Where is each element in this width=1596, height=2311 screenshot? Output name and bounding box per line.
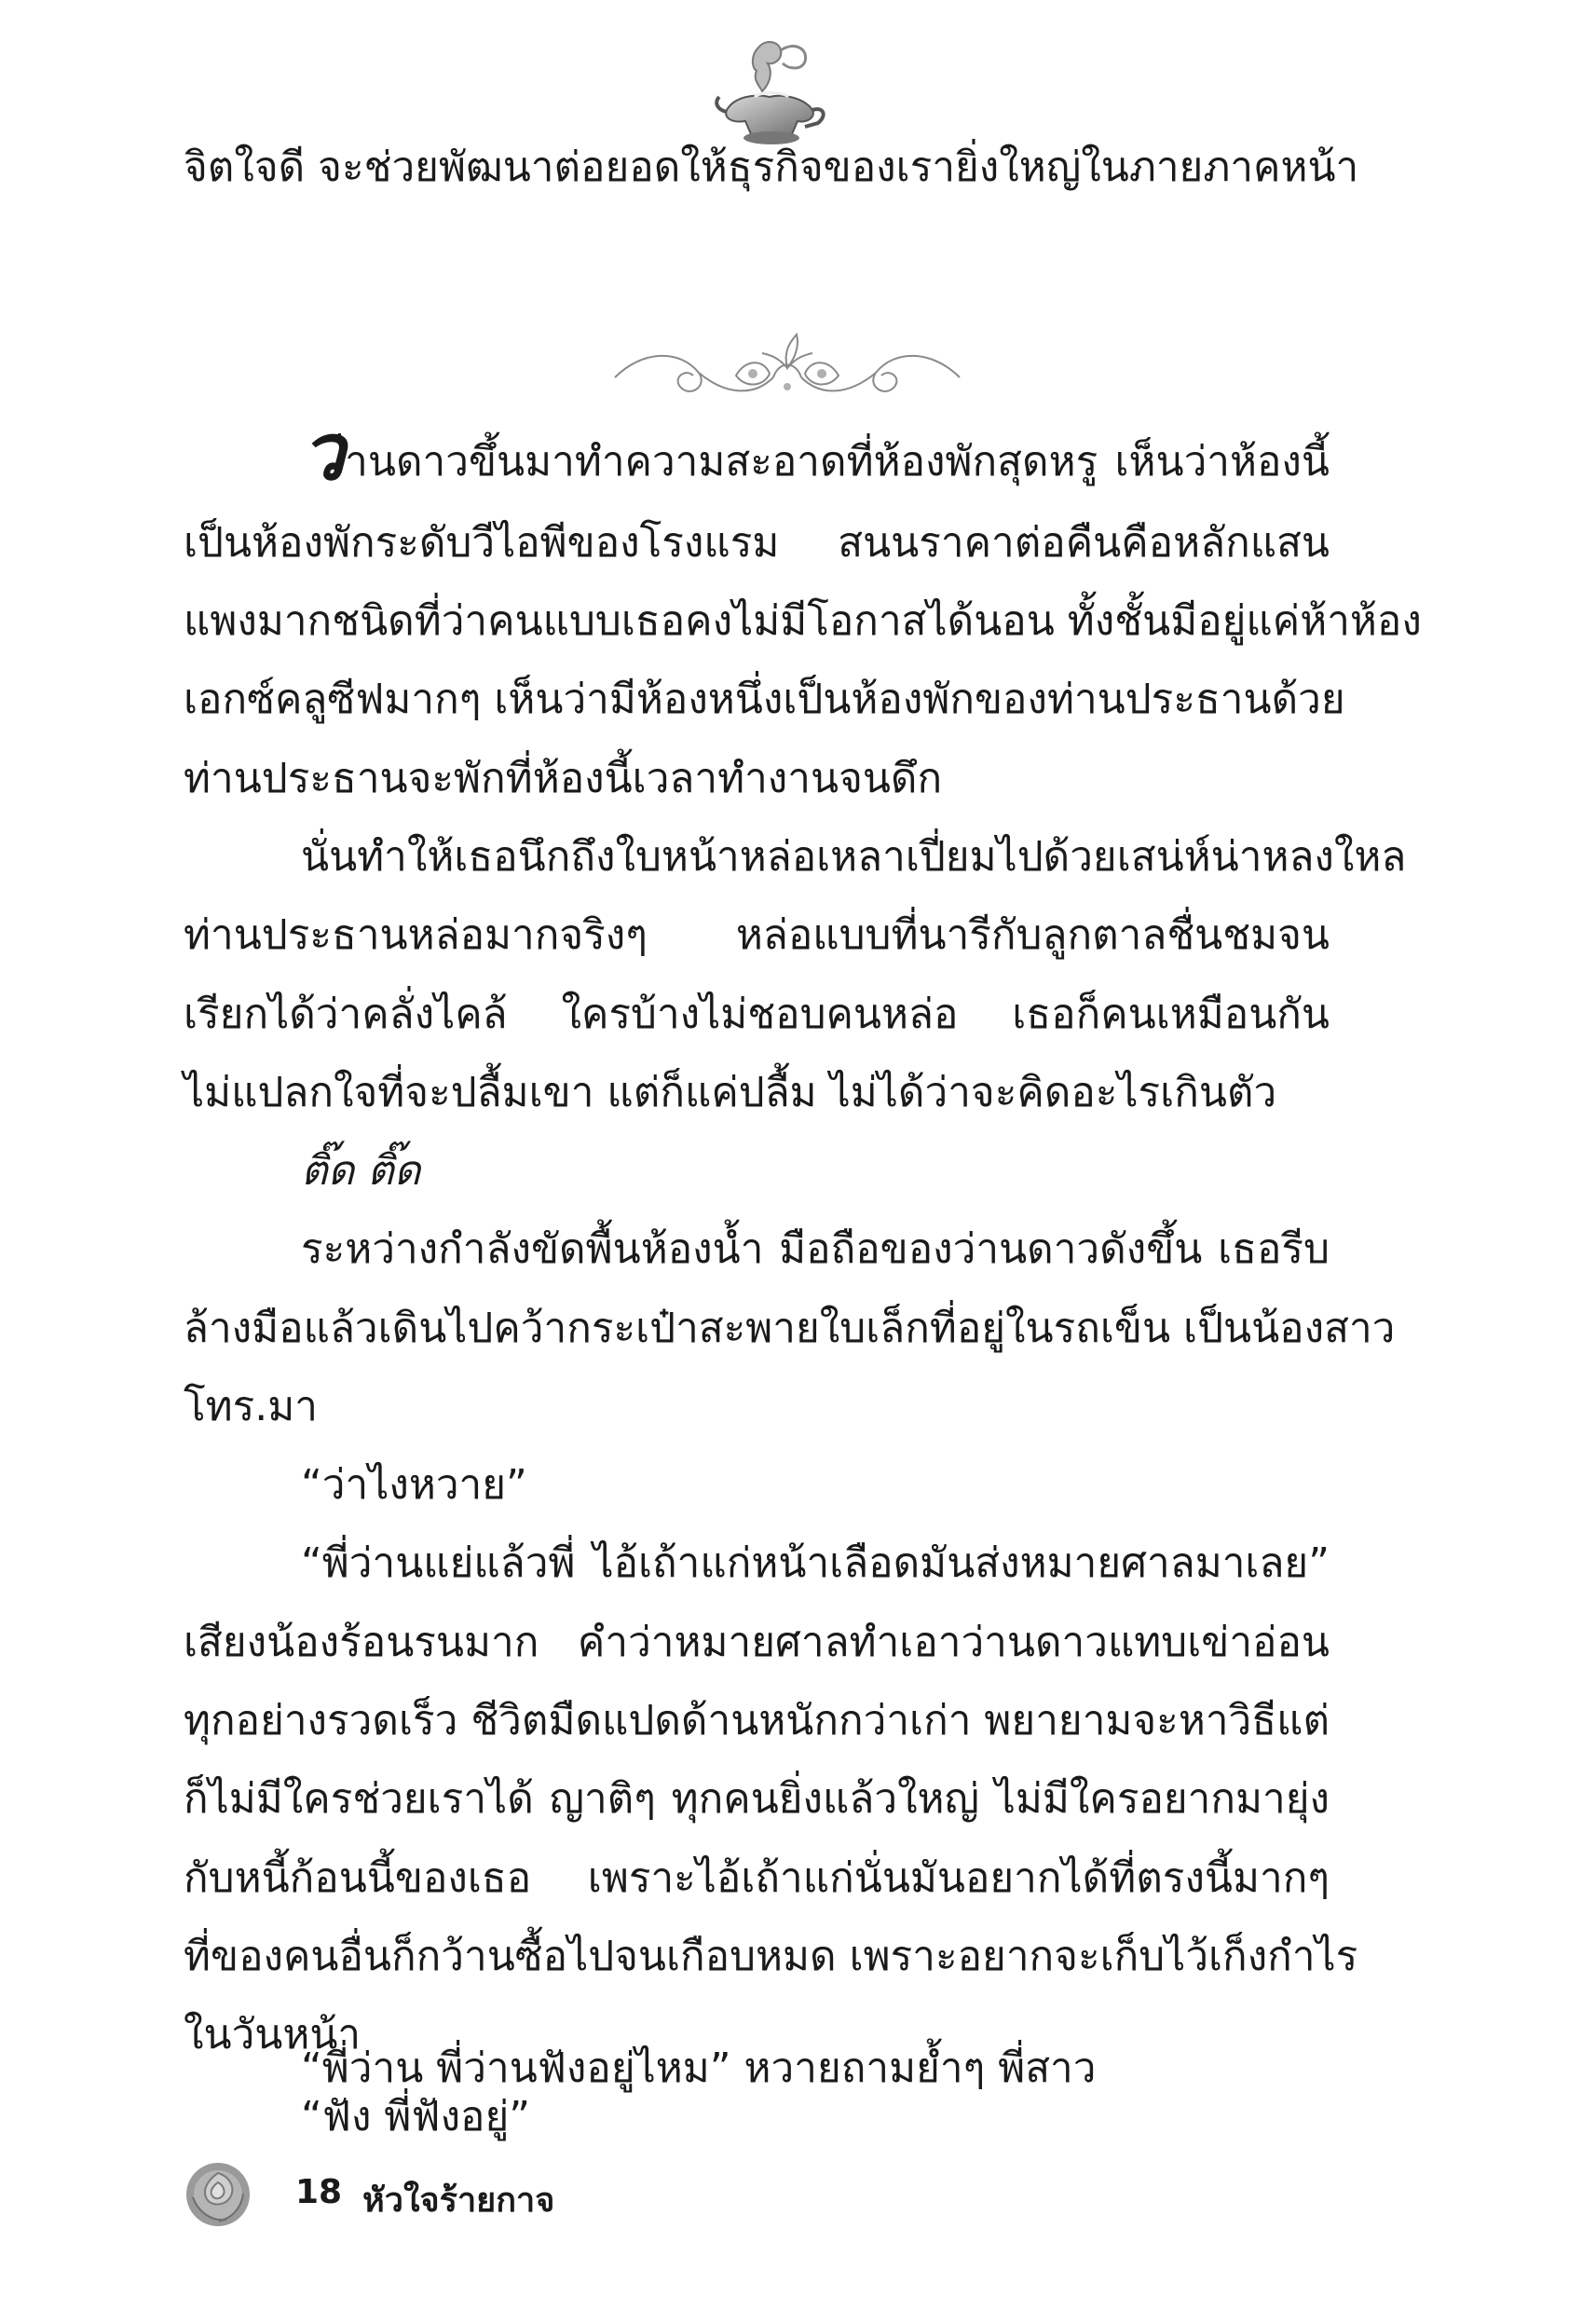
text-line: กับหนี้ก้อนนี้ของเธอ เพราะไอ้เถ้าแก่นั่นมันอยากได้ที่ตรงนี้มากๆ	[184, 1854, 1330, 1902]
page-footer	[184, 2160, 929, 2235]
text-line: ล้างมือแล้วเดินไปคว้ากระเป๋าสะพายใบเล็กที่อยู่ในรถเข็น เป็นน้องสาว	[184, 1305, 1396, 1352]
book-title: หัวใจร้ายกาจ	[362, 2181, 555, 2220]
text-line: ไม่แปลกใจที่จะปลื้มเขา แต่ก็แค่ปลื้ม ไม่ได้ว่าจะคิดอะไรเกินตัว	[184, 1069, 1277, 1116]
dialogue-line: “ฟัง พี่ฟังอยู่”	[301, 2093, 531, 2140]
text-line: เรียกได้ว่าคลั่งไคล้ ใครบ้างไม่ชอบคนหล่อ เธอก็คนเหมือนกัน	[184, 991, 1330, 1038]
text-line: จิตใจดี จะช่วยพัฒนาต่อยอดให้ธุรกิจของเรายิ่งใหญ่ในภายภาคหน้า	[184, 144, 1359, 191]
text-line: โทร.มา	[184, 1383, 318, 1430]
text-line: เอกซ์คลูซีฟมากๆ เห็นว่ามีห้องหนึ่งเป็นห้องพักของท่านประธานด้วย	[184, 676, 1345, 723]
text-line: ทุกอย่างรวดเร็ว ชีวิตมืดแปดด้านหนักกว่าเก่า พยายามจะหาวิธีแต่	[184, 1697, 1330, 1744]
floral-divider-ornament	[606, 331, 969, 415]
dialogue-line: “พี่ว่าน พี่ว่านฟังอยู่ไหม” หวายถามย้ำๆ พี่สาว	[301, 2044, 1097, 2092]
page-number: 18	[295, 2173, 343, 2211]
text-line: เสียงน้องร้อนรนมาก คำว่าหมายศาลทำเอาว่านดาวแทบเข่าอ่อน	[184, 1619, 1330, 1666]
text-line: ว่านดาวขึ้นมาทำความสะอาดที่ห้องพักสุดหรู เห็นว่าห้องนี้	[301, 406, 1330, 498]
dialogue-line: “พี่ว่านแย่แล้วพี่ ไอ้เถ้าแก่หน้าเลือดมันส่งหมายศาลมาเลย”	[301, 1539, 1330, 1587]
text-line: เป็นห้องพักระดับวีไอพีของโรงแรม สนนราคาต่อคืนคือหลักแสน	[184, 519, 1330, 567]
text-line: แพงมากชนิดที่ว่าคนแบบเธอคงไม่มีโอกาสได้นอน ทั้งชั้นมีอยู่แค่ห้าห้อง	[184, 597, 1422, 645]
text-line: ก็ไม่มีใครช่วยเราได้ ญาติๆ ทุกคนยิ่งแล้วใหญ่ ไม่มีใครอยากมายุ่ง	[184, 1775, 1330, 1823]
dropcap-letter: ว	[301, 406, 346, 498]
text-line: ในวันหน้า	[184, 2011, 361, 2058]
dialogue-line: “ว่าไงหวาย”	[301, 1461, 527, 1509]
text-line: นั่นทำให้เธอนึกถึงใบหน้าหล่อเหลาเปี่ยมไปด้วยเสน่ห์น่าหลงใหล	[301, 833, 1407, 881]
rose-icon	[184, 2160, 252, 2229]
text-line: ท่านประธานจะพักที่ห้องนี้เวลาทำงานจนดึก	[184, 755, 943, 802]
text-line: ท่านประธานหล่อมากจริงๆ หล่อแบบที่นารีกับลูกตาลชื่นชมจน	[184, 911, 1330, 959]
text-line: ที่ของคนอื่นก็กว้านซื้อไปจนเกือบหมด เพราะอยากจะเก็บไว้เก็งกำไร	[184, 1933, 1358, 1980]
sound-effect-line: ติ๊ด ติ๊ด	[301, 1147, 421, 1195]
text-line: ระหว่างกำลังขัดพื้นห้องน้ำ มือถือของว่านดาวดังขึ้น เธอรีบ	[301, 1225, 1330, 1273]
